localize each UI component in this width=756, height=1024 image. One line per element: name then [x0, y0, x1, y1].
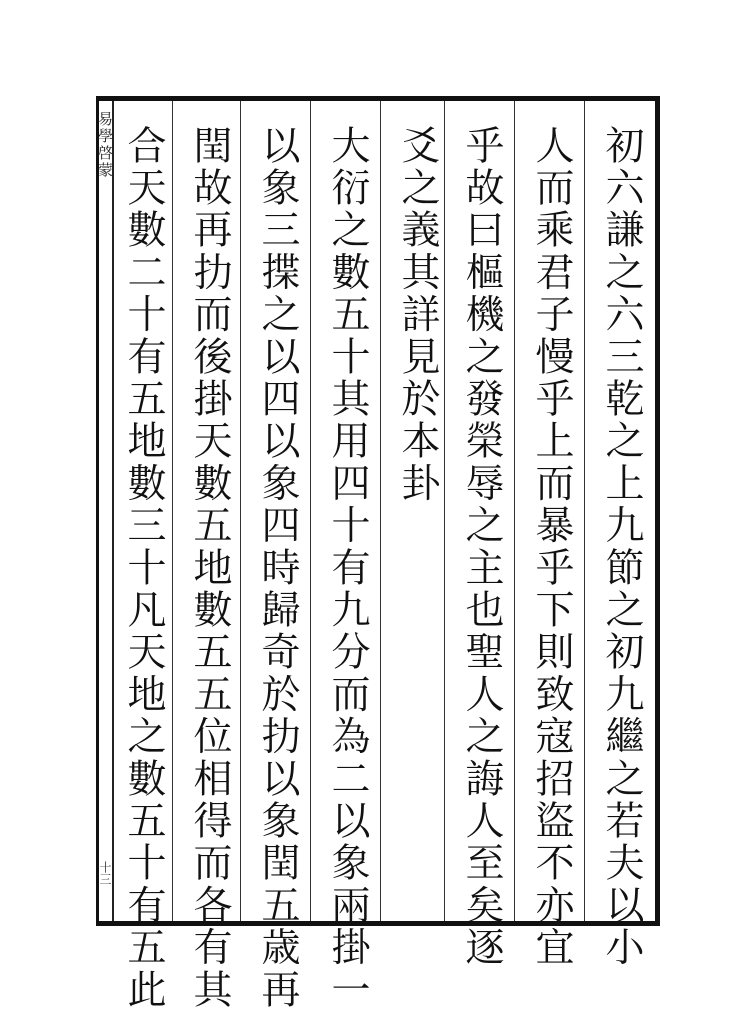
column-divider	[584, 101, 585, 921]
text-column-1: 初六謙之六三乾之上九節之初九繼之若夫以小	[599, 125, 644, 969]
page-number: 十三	[98, 861, 112, 885]
column-divider	[240, 101, 241, 921]
text-column-5: 大衍之數五十其用四十有九分而為二以象兩掛一	[325, 125, 370, 1012]
text-column-2: 人而乘君子慢乎上而暴乎下則致寇招盜不亦宜	[529, 125, 574, 969]
text-column-4: 爻之義其詳見於本卦	[395, 125, 440, 505]
gutter-title: 易學啓蒙	[96, 111, 114, 179]
column-divider	[380, 101, 381, 921]
text-column-3: 乎故曰樞機之發榮辱之主也聖人之誨人至矣逐	[459, 125, 504, 969]
text-column-8: 合天數二十有五地數三十凡天地之數五十有五此	[121, 125, 166, 1012]
text-column-6: 以象三揲之以四以象四時歸奇於扐以象閏五歳再	[255, 125, 300, 1012]
column-divider	[514, 101, 515, 921]
column-divider	[310, 101, 311, 921]
text-column-7: 閏故再扐而後掛天數五地數五五位相得而各有其	[187, 125, 232, 1012]
